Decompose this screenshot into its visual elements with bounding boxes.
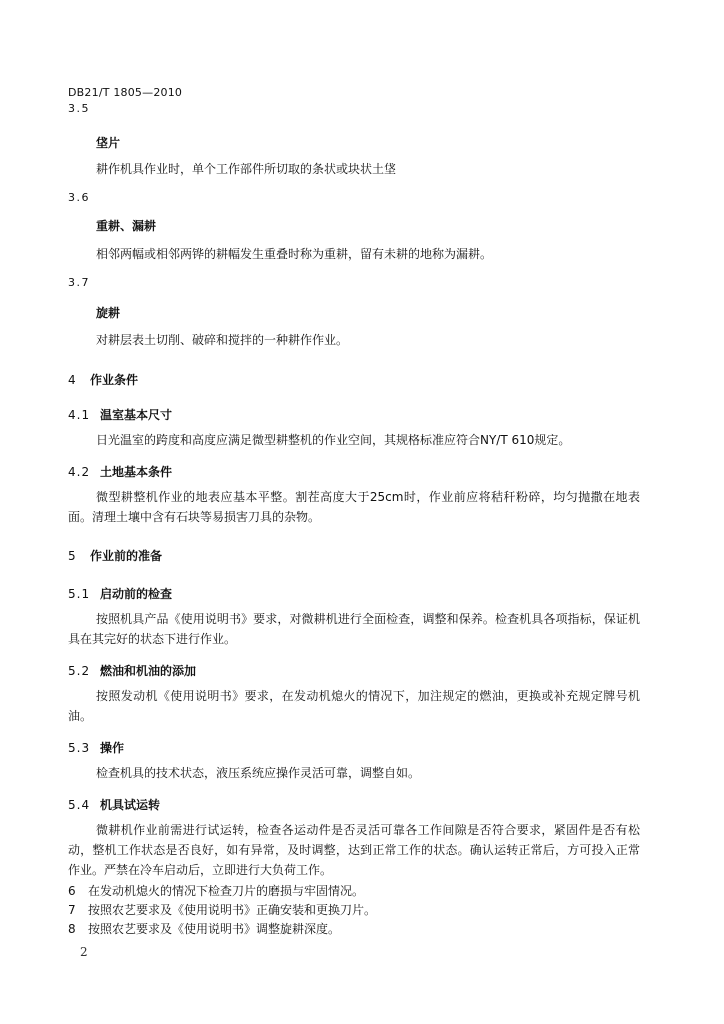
paragraph: 按照发动机《使用说明书》要求，在发动机熄火的情况下，加注规定的燃油，更换或补充规定牌号机油。	[68, 689, 640, 723]
section-title: 作业前的准备	[90, 549, 163, 563]
term-title: 旋耕	[96, 306, 121, 320]
subsection-title: 机具试运转	[100, 798, 161, 812]
subsection-heading	[68, 585, 172, 602]
paragraph: 微耕机作业前需进行试运转，检查各运动件是否灵活可靠各工作间隙是否符合要求，紧固件是否有松动，整机工作状态是否良好，如有异常，及时调整，达到正常工作的状态。确认运转正常后，方可投入正常作业。严禁在冷车启动后，立即进行大负荷工作。	[68, 823, 640, 877]
subsection-heading	[68, 739, 124, 756]
subsection-heading	[68, 796, 160, 813]
page-number: 2	[80, 945, 88, 959]
paragraph: 微型耕整机作业的地表应基本平整。割茬高度大于25cm时，作业前应将秸秆粉碎，均匀抛撒在地表面。清理土壤中含有石块等易损害刀具的杂物。	[68, 490, 640, 524]
section-number: 4	[68, 373, 76, 387]
term-number: 3.7	[68, 276, 90, 289]
list-item	[68, 901, 376, 918]
paragraph: 检查机具的技术状态，液压系统应操作灵活可靠，调整自如。	[96, 766, 421, 780]
subsection-title: 操作	[100, 741, 125, 755]
term-title: 重耕、漏耕	[96, 219, 157, 233]
subsection-title: 土地基本条件	[100, 465, 173, 479]
subsection-title: 启动前的检查	[100, 587, 173, 601]
subsection-number: 5.4	[68, 798, 91, 812]
subsection-number: 5.3	[68, 741, 91, 755]
section-heading	[68, 547, 162, 564]
subsection-number: 4.1	[68, 408, 91, 422]
list-item	[68, 882, 364, 899]
subsection-number: 5.2	[68, 664, 91, 678]
list-item-text: 按照农艺要求及《使用说明书》正确安装和更换刀片。	[88, 903, 377, 917]
list-item-number: 8	[68, 922, 76, 936]
subsection-heading	[68, 406, 172, 423]
term-definition: 对耕层表土切削、破碎和搅拌的一种耕作作业。	[96, 333, 349, 347]
list-item-text: 在发动机熄火的情况下检查刀片的磨损与牢固情况。	[88, 884, 365, 898]
list-item-text: 按照农艺要求及《使用说明书》调整旋耕深度。	[88, 922, 341, 936]
subsection-number: 5.1	[68, 587, 91, 601]
subsection-title: 燃油和机油的添加	[100, 664, 197, 678]
list-item-number: 6	[68, 884, 76, 898]
list-item-number: 7	[68, 903, 76, 917]
subsection-title: 温室基本尺寸	[100, 408, 173, 422]
subsection-number: 4.2	[68, 465, 91, 479]
term-title: 垡片	[96, 136, 121, 150]
section-heading	[68, 371, 138, 388]
term-number: 3.6	[68, 191, 90, 204]
term-definition: 相邻两幅或相邻两铧的耕幅发生重叠时称为重耕，留有未耕的地称为漏耕。	[96, 247, 493, 261]
list-item	[68, 920, 340, 937]
term-number: 3.5	[68, 102, 90, 115]
subsection-heading	[68, 463, 172, 480]
section-title: 作业条件	[90, 373, 139, 387]
subsection-heading	[68, 662, 196, 679]
term-definition: 耕作机具作业时，单个工作部件所切取的条状或块状土垡	[96, 162, 397, 176]
paragraph: 按照机具产品《使用说明书》要求，对微耕机进行全面检查，调整和保养。检查机具各项指标，保证机具在其完好的状态下进行作业。	[68, 612, 640, 646]
standard-number: DB21/T 1805—2010	[68, 86, 183, 99]
paragraph: 日光温室的跨度和高度应满足微型耕整机的作业空间，其规格标准应符合NY/T 610规定。	[96, 433, 571, 447]
section-number: 5	[68, 549, 76, 563]
